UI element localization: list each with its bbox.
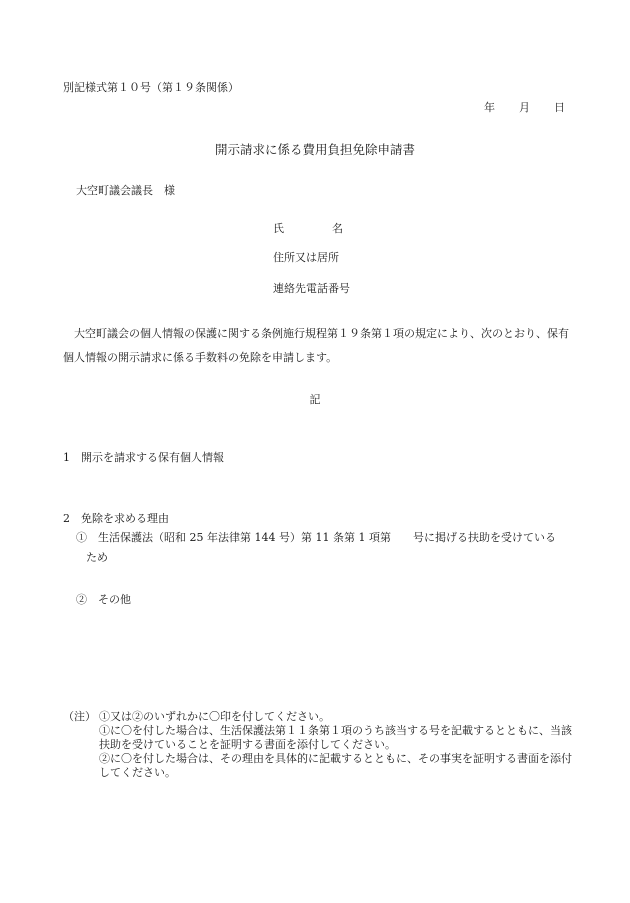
form-number: 別記様式第１０号（第１９条関係） bbox=[63, 81, 239, 94]
applicant-phone-label: 連絡先電話番号 bbox=[273, 282, 350, 295]
notes-label: （注） bbox=[63, 710, 96, 723]
addressee: 大空町議会議長 様 bbox=[76, 184, 175, 197]
reason-public-assistance-continued: ため bbox=[86, 551, 108, 564]
application-statement: 大空町議会の個人情報の保護に関する条例施行規程第１９条第１項の規定により、次のとおり、保有個人情報の開示請求に係る手数料の免除を申請します。 bbox=[63, 327, 569, 364]
reason-public-assistance: ① 生活保護法（昭和 25 年法律第 144 号）第 11 条第 1 項第 号に掲げる扶助を受けている bbox=[76, 531, 556, 544]
document-title: 開示請求に係る費用負担免除申請書 bbox=[214, 142, 415, 157]
reason-other: ② その他 bbox=[76, 593, 131, 606]
note-1: ①又は②のいずれかに〇印を付してください。 bbox=[99, 710, 330, 723]
ki-heading: 記 bbox=[309, 393, 321, 406]
date-line bbox=[484, 101, 565, 115]
item-requested-info: 1 開示を請求する保有個人情報 bbox=[63, 451, 224, 464]
note-3: ②に〇を付した場合は、その理由を具体的に記載するとともに、その事実を証明する書面を添付してください。 bbox=[99, 752, 572, 779]
note-2: ①に〇を付した場合は、生活保護法第１１条第１項のうち該当する号を記載するとともに、当該扶助を受けていることを証明する書面を添付してください。 bbox=[99, 724, 572, 751]
item-exemption-reason: 2 免除を求める理由 bbox=[63, 512, 169, 525]
name-label-second: 名 bbox=[332, 222, 343, 235]
date-year-label: 年 bbox=[484, 101, 495, 114]
name-label-first: 氏 bbox=[273, 222, 284, 235]
applicant-address-label: 住所又は居所 bbox=[273, 251, 339, 264]
date-day-label: 日 bbox=[554, 101, 565, 114]
applicant-name-label bbox=[273, 222, 343, 236]
date-month-label: 月 bbox=[519, 101, 530, 114]
